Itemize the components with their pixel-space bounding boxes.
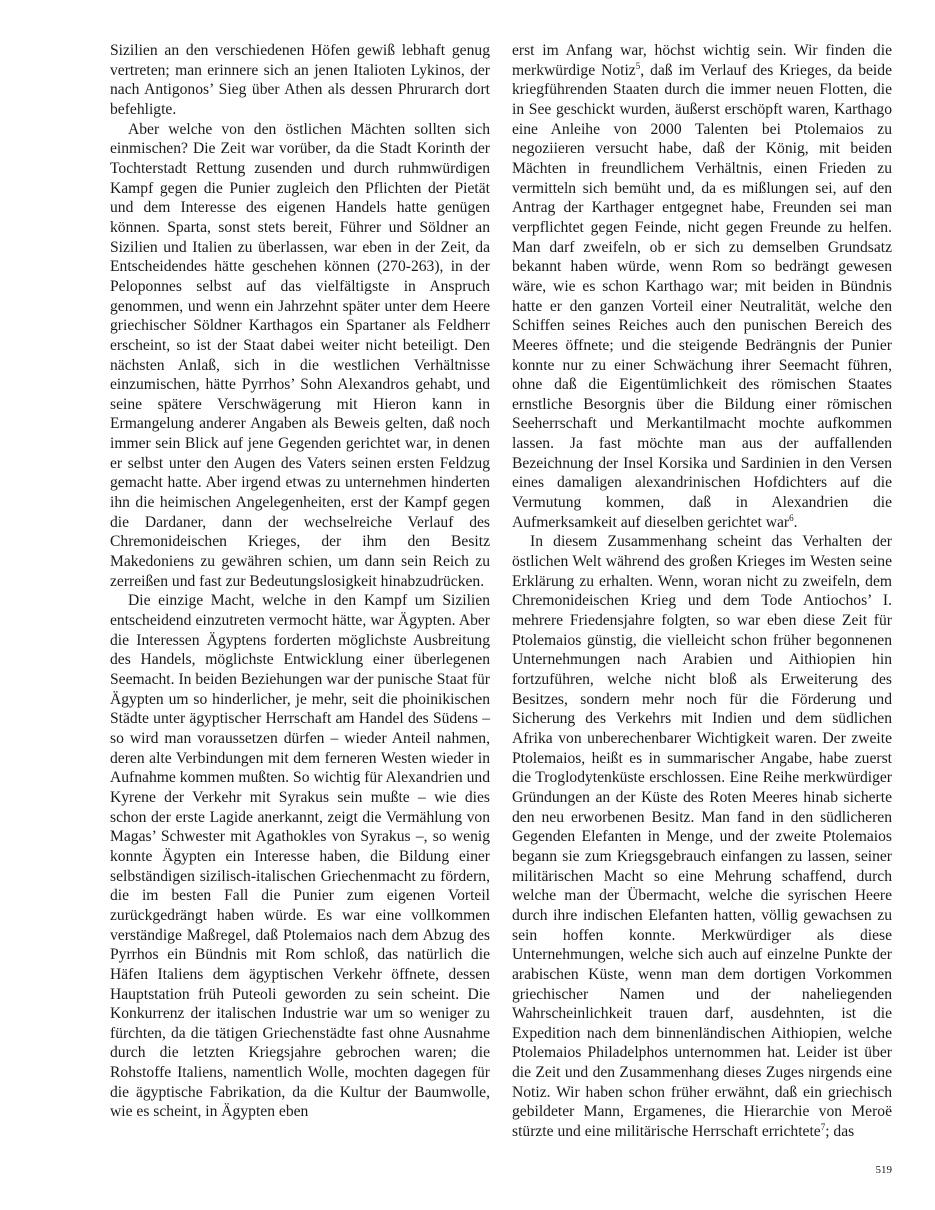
right-paragraph-2 — [512, 532, 892, 1141]
right-paragraph-1 — [512, 41, 892, 532]
right-column — [512, 41, 892, 1142]
left-column — [110, 41, 490, 1122]
right-paragraph-1-text-a: erst im Anfang war, höchst wichtig sein. Wir finden die merkwürdige Notiz — [512, 42, 892, 79]
left-paragraph-2: Aber welche von den östlichen Mächten sollten sich einmischen? Die Zeit war vorüber, da die Stadt Korinth der Tochterstadt Rettung zusenden und durch ruhmwürdigen Kampf gegen die Punier zugleich den Pflichten der Pietät und dem Interesse des eigenen Handels hatte genügen können. Sparta, sonst stets bereit, Führer und Söldner an Sizilien und Italien zu überlassen, war eben in der Zeit, da Entscheidendes hätte geschehen können (270-263), in der Peloponnes selbst auf das vielfältigste in Anspruch genommen, und wenn ein Jahrzehnt später unter dem Heere griechischer Söldner Karthagos ein Spartaner als Feldherr erscheint, so ist der Staat dabei weiter nicht beteiligt. Den nächsten Anlaß, sich in die westlichen Verhältnisse einzumischen, hätte Pyrrhos’ Sohn Alexandros gehabt, und seine spätere Verschwägerung mit Hieron kann in Ermangelung anderer Angaben als Beweis gelten, daß noch immer sein Blick auf jene Gegenden gerichtet war, in denen er selbst unter den Augen des Vaters seinen ersten Feldzug gemacht hatte. Aber irgend etwas zu unternehmen hinderten ihn die heimischen Angelegenheiten, erst der Kampf gegen die Dardaner, dann der wechselreiche Verlauf des Chremonideischen Krieges, der ihm den Besitz Makedoniens zu gewähren schien, um dann sein Reich zu zerreißen und fast zur Bedeutungslosigkeit hinabzudrücken. — [110, 120, 490, 590]
page-number: 519 — [875, 1164, 892, 1176]
footnote-ref-5: 5 — [635, 60, 641, 71]
right-paragraph-1-text-c: . — [793, 513, 798, 531]
right-paragraph-1-text-b: , daß im Verlauf des Krieges, da beide kriegführenden Staaten durch die immer neuen Flotten, die in See geschickt wurden, äußerst erschöpft waren, Karthago eine Anleihe von 2000 Talenten bei Ptolemaios zu negoziieren versucht habe, daß der König, mit beiden Mächten in freundlichem Verhältnis, einen Frieden zu vermitteln sich bemüht und, da es mißlungen sei, auf den Antrag der Karthager entgegnet habe, Freunden sei man verpflichtet gegen Feinde, nicht gegen Freunde zu helfen. Man darf zweifeln, ob er sich zu demselben Grundsatz bekannt haben würde, wenn Rom so bedrängt gewesen wäre, wie es schon Karthago war; mit beiden in Bündnis hatte er den ganzen Vorteil einer Neutralität, welche den Schiffen seines Reiches auch den punischen Bereich des Meeres öffnete; und die steigende Bedrängnis der Punier konnte nur zu einer Schwächung ihrer Seemacht führen, ohne daß die Eigentümlichkeit des römischen Staates ernstliche Besorgnis über die Bildung einer römischen Seeherrschaft und Merkantilmacht mochte aufkommen lassen. Ja fast möchte man aus der auffallenden Bezeichnung der Insel Korsika und Sardinien in den Versen eines damaligen alexandrinischen Hofdichters auf die Vermutung kommen, daß in Alexandrien die Aufmerksamkeit auf dieselben gerichtet war — [512, 61, 892, 531]
left-paragraph-1: Sizilien an den verschiedenen Höfen gewiß lebhaft genug vertreten; man erinnere sich an jenen Italioten Lykinos, der nach Antigonos’ Sieg über Athen als dessen Phrurarch dort befehligte. — [110, 42, 490, 118]
footnote-ref-6: 6 — [789, 512, 794, 523]
right-paragraph-2-text-b: ; das — [825, 1123, 855, 1141]
left-paragraph-3: Die einzige Macht, welche in den Kampf um Sizilien entscheidend einzutreten vermocht hätte, war Ägypten. Aber die Interessen Ägyptens forderten möglichste Ausbreitung des Handels, möglichste Entwicklung einer überlegenen Seemacht. In beiden Beziehungen war der punische Staat für Ägypten um so hinderlicher, je mehr, seit die phoinikischen Städte unter ägyptischer Herrschaft am Handel des Südens – so wird man voraussetzen dürfen – wieder Anteil nahmen, deren alte Verbindungen mit dem ferneren Westen wieder in Aufnahme kommen mußten. So wichtig für Alexandrien und Kyrene der Verkehr mit Syrakus sein mußte – wie dies schon der erste Lagide anerkannt, zeigt die Vermählung von Magas’ Schwester mit Agathokles von Syrakus –, so wenig konnte Ägypten ein Interesse haben, die Bildung einer selbständigen sizilisch-italischen Griechenmacht zu fördern, die im besten Fall die Punier zum eigenen Vorteil zurückgedrängt haben würde. Es war eine vollkommen verständige Maßregel, daß Ptolemaios nach dem Abzug des Pyrrhos ein Bündnis mit Rom schloß, das natürlich die Häfen Italiens dem ägyptischen Verkehr öffnete, dessen Hauptstation früh Puteoli geworden zu sein scheint. Die Konkurrenz der italischen Industrie war um so weniger zu fürchten, da die tätigen Griechenstädte fast ohne Ausnahme durch die letzten Kriegsjahre gebrochen waren; die Rohstoffe Italiens, namentlich Wolle, mochten dagegen für die ägyptische Fabrikation, da die Kultur der Baumwolle, wie es scheint, in Ägypten eben — [110, 592, 490, 1121]
footnote-ref-7: 7 — [820, 1122, 826, 1133]
right-paragraph-2-text-a: In diesem Zusammenhang scheint das Verhalten der östlichen Welt während des großen Krieges im Westen seine Erklärung zu erhalten. Wenn, woran nicht zu zweifeln, dem Chremonideischen Krieg und dem Tode Antiochos’ I. mehrere Friedensjahre folgten, so war eben diese Zeit für Ptolemaios günstig, die vielleicht schon früher begonnenen Unternehmungen nach Arabien und Aithiopien hin fortzuführen, welche nicht bloß als Erweiterung des Besitzes, sondern mehr noch für die Förderung und Sicherung des Verkehrs mit Indien und dem südlichen Afrika von unberechenbarer Wichtigkeit waren. Der zweite Ptolemaios, heißt es in summarischer Angabe, habe zuerst die Troglodytenküste erschlossen. Eine Reihe merkwürdiger Gründungen an der Küste des Roten Meeres hinab sicherte den neu erworbenen Besitz. Man fand in den südlicheren Gegenden Elefanten in Menge, und der zweite Ptolemaios begann sie zum Kriegsgebrauch einfangen zu lassen, seiner militärischen Macht so eine Mehrung schaffend, durch welche man der Übermacht, welche die syrischen Heere durch ihre indischen Elefanten hatten, völlig gewachsen zu sein hoffen konnte. Merkwürdiger als diese Unternehmungen, welche sich auch auf einzelne Punkte der arabischen Küste, wenn man dem dortigen Vorkommen griechischer Namen und der naheliegenden Wahrscheinlichkeit trauen darf, ausdehnten, ist die Expedition nach dem binnenländischen Aithiopien, welche Ptolemaios Philadelphos unternommen hat. Leider ist über die Zeit und den Zusammenhang dieses Zuges nirgends eine Notiz. Wir haben schon früher erwähnt, daß ein griechisch gebildeter Mann, Ergamenes, die Hierarchie von Meroë stürzte und eine militärische Herrschaft errichtete — [512, 533, 892, 1141]
